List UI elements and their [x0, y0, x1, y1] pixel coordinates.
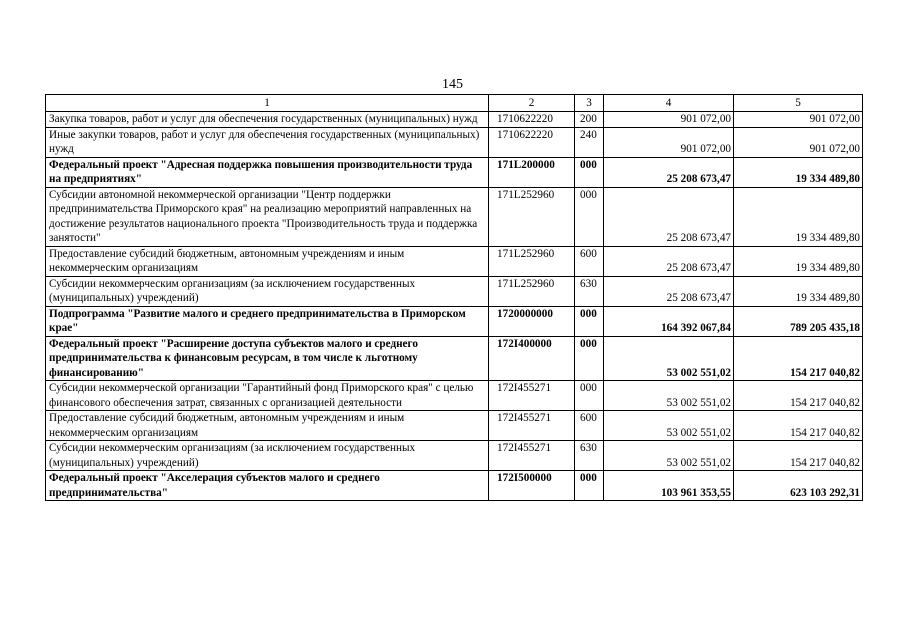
row-vr: 600: [575, 246, 604, 276]
table-row: [46, 441, 863, 471]
row-sum-2: 19 334 489,80: [734, 157, 863, 187]
table-row: [46, 471, 863, 501]
budget-table: [45, 94, 863, 501]
row-vr: 000: [575, 187, 604, 246]
row-sum-1: 53 002 551,02: [604, 441, 734, 471]
row-vr: 630: [575, 276, 604, 306]
row-sum-2: 789 205 435,18: [734, 306, 863, 336]
table-row: [46, 112, 863, 128]
row-vr: 000: [575, 306, 604, 336]
table-row: [46, 336, 863, 381]
row-name: Субсидии автономной некоммерческой организации "Центр поддержки предпринимательства Приморского края" на реализацию мероприятий направленных на достижение результатов национального проекта "Производительность труда и поддержка занятости": [46, 187, 489, 246]
row-sum-1: 53 002 551,02: [604, 336, 734, 381]
row-vr: 000: [575, 471, 604, 501]
row-name: Подпрограмма "Развитие малого и среднего предпринимательства в Приморском крае": [46, 306, 489, 336]
header-col-5: 5: [734, 95, 863, 112]
row-sum-1: 53 002 551,02: [604, 411, 734, 441]
row-name: Федеральный проект "Адресная поддержка повышения производительности труда на предприятиях": [46, 157, 489, 187]
row-code: 172I455271: [489, 411, 575, 441]
header-col-1: 1: [46, 95, 489, 112]
row-sum-1: 25 208 673,47: [604, 246, 734, 276]
row-sum-1: 53 002 551,02: [604, 381, 734, 411]
table-row: [46, 276, 863, 306]
row-code: 1710622220: [489, 127, 575, 157]
row-name: Субсидии некоммерческим организациям (за исключением государственных (муниципальных) учреждений): [46, 276, 489, 306]
table-row: [46, 157, 863, 187]
row-sum-2: 19 334 489,80: [734, 246, 863, 276]
row-code: 172I455271: [489, 441, 575, 471]
row-sum-2: 901 072,00: [734, 112, 863, 128]
row-sum-1: 25 208 673,47: [604, 187, 734, 246]
row-vr: 600: [575, 411, 604, 441]
row-vr: 240: [575, 127, 604, 157]
row-sum-1: 164 392 067,84: [604, 306, 734, 336]
row-sum-1: 25 208 673,47: [604, 276, 734, 306]
row-code: 171L200000: [489, 157, 575, 187]
row-vr: 000: [575, 157, 604, 187]
row-sum-2: 154 217 040,82: [734, 441, 863, 471]
row-code: 172I400000: [489, 336, 575, 381]
row-sum-2: 623 103 292,31: [734, 471, 863, 501]
row-vr: 200: [575, 112, 604, 128]
row-name: Субсидии некоммерческим организациям (за исключением государственных (муниципальных) учреждений): [46, 441, 489, 471]
row-code: 172I455271: [489, 381, 575, 411]
row-vr: 630: [575, 441, 604, 471]
row-name: Закупка товаров, работ и услуг для обеспечения государственных (муниципальных) нужд: [46, 112, 489, 128]
row-sum-1: 25 208 673,47: [604, 157, 734, 187]
row-code: 171L252960: [489, 187, 575, 246]
row-name: Предоставление субсидий бюджетным, автономным учреждениям и иным некоммерческим организациям: [46, 411, 489, 441]
row-name: Федеральный проект "Акселерация субъектов малого и среднего предпринимательства": [46, 471, 489, 501]
row-code: 172I500000: [489, 471, 575, 501]
row-name: Иные закупки товаров, работ и услуг для обеспечения государственных (муниципальных) нужд: [46, 127, 489, 157]
row-name: Предоставление субсидий бюджетным, автономным учреждениям и иным некоммерческим организациям: [46, 246, 489, 276]
table-row: [46, 411, 863, 441]
row-vr: 000: [575, 336, 604, 381]
row-sum-2: 901 072,00: [734, 127, 863, 157]
row-sum-2: 154 217 040,82: [734, 381, 863, 411]
row-sum-2: 154 217 040,82: [734, 411, 863, 441]
row-sum-1: 901 072,00: [604, 112, 734, 128]
row-sum-1: 901 072,00: [604, 127, 734, 157]
row-code: 1720000000: [489, 306, 575, 336]
table-row: [46, 306, 863, 336]
row-sum-2: 154 217 040,82: [734, 336, 863, 381]
row-code: 171L252960: [489, 246, 575, 276]
row-vr: 000: [575, 381, 604, 411]
header-col-3: 3: [575, 95, 604, 112]
row-sum-2: 19 334 489,80: [734, 276, 863, 306]
table-row: [46, 381, 863, 411]
row-sum-1: 103 961 353,55: [604, 471, 734, 501]
page-number: 145: [442, 77, 463, 92]
header-col-2: 2: [489, 95, 575, 112]
row-code: 171L252960: [489, 276, 575, 306]
table-row: [46, 187, 863, 246]
row-name: Субсидии некоммерческой организации "Гарантийный фонд Приморского края" с целью финансового обеспечения затрат, связанных с организацией деятельности: [46, 381, 489, 411]
header-col-4: 4: [604, 95, 734, 112]
row-name: Федеральный проект "Расширение доступа субъектов малого и среднего предпринимательства к финансовым ресурсам, в том числе к льготному финансированию": [46, 336, 489, 381]
table-row: [46, 246, 863, 276]
header-row: [46, 95, 863, 112]
table-row: [46, 127, 863, 157]
row-sum-2: 19 334 489,80: [734, 187, 863, 246]
row-code: 1710622220: [489, 112, 575, 128]
